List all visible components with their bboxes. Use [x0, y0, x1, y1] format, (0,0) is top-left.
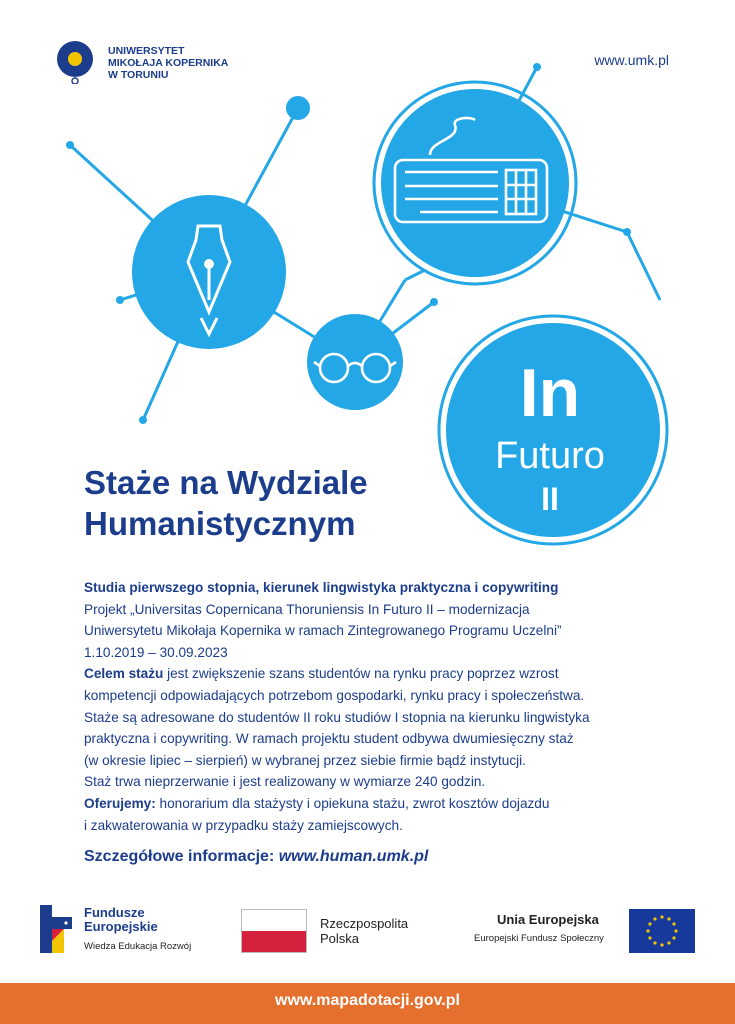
offer-text: honorarium dla stażysty i opiekuna stażu, zwrot kosztów dojazdu: [155, 795, 550, 811]
rp-name: [320, 916, 408, 946]
eu-flag-icon: [629, 909, 695, 953]
details-link[interactable]: www.human.umk.pl: [278, 848, 429, 865]
body-line: [84, 663, 684, 685]
rp-line: Rzeczpospolita: [320, 916, 409, 931]
body-line: Studia pierwszego stopnia, kierunek lingwistyka praktyczna i copywriting: [84, 580, 559, 595]
body-line: Staż trwa nieprzerwanie i jest realizowany w wymiarze 240 godzin.: [84, 774, 486, 790]
body-line: kompetencji odpowiadających potrzebom gospodarki, rynku pracy i społeczeństwa.: [84, 687, 585, 703]
rp-line: Polska: [320, 931, 360, 946]
body-line: [84, 793, 684, 815]
goal-label: Celem stażu: [84, 666, 164, 682]
logo-roman-two: II: [541, 481, 559, 517]
university-name-line: UNIWERSYTET: [108, 45, 185, 57]
details-line: [84, 848, 428, 866]
footer-link[interactable]: www.mapadotacji.gov.pl: [275, 992, 460, 1009]
details-label: Szczegółowe informacje:: [84, 848, 279, 865]
keyboard-circle: [381, 89, 569, 277]
fe-line: Fundusze: [84, 905, 145, 920]
university-name-line: MIKOŁAJA KOPERNIKA: [108, 57, 229, 69]
goal-text: jest zwiększenie szans studentów na rynku pracy poprzez wzrost: [163, 666, 559, 682]
ue-title: Unia Europejska: [497, 912, 599, 927]
body-line: Projekt „Universitas Copernicana Thoruniensis In Futuro II – modernizacja: [84, 601, 530, 617]
offer-label: Oferujemy:: [84, 795, 156, 811]
ue-subtitle: Europejski Fundusz Społeczny: [474, 933, 604, 944]
body-line: i zakwaterowania w przypadku staży zamiejscowych.: [84, 817, 403, 833]
fe-subtitle: Wiedza Edukacja Rozwój: [84, 941, 192, 952]
website-link[interactable]: www.umk.pl: [594, 52, 669, 68]
body-line: (w okresie lipiec – sierpień) w wybranej przez siebie firmie bądź instytucji.: [84, 752, 526, 768]
logo-futuro: Futuro: [495, 435, 605, 477]
page-title: [84, 462, 464, 544]
logo-in: In: [519, 355, 581, 431]
title-line: Staże na Wydziale: [84, 464, 368, 501]
body-line: Staże są adresowane do studentów II roku studiów I stopnia na kierunku lingwistyka: [84, 709, 590, 725]
university-name-line: W TORUNIU: [108, 69, 169, 81]
body-line: Uniwersytetu Mikołaja Kopernika w ramach Zintegrowanego Programu Uczelni”: [84, 623, 562, 639]
footer-bar: [0, 983, 735, 1024]
title-line: Humanistycznym: [84, 505, 356, 542]
polish-flag-icon: [241, 909, 307, 953]
fe-name: [84, 906, 158, 934]
fundusze-europejskie-logo-icon: [38, 903, 78, 955]
body-line: 1.10.2019 – 30.09.2023: [84, 644, 228, 660]
description: [84, 577, 684, 836]
body-line: praktyczna i copywriting. W ramach projektu student odbywa dwumiesięczny staż: [84, 731, 574, 747]
fe-line: Europejskie: [84, 919, 158, 934]
